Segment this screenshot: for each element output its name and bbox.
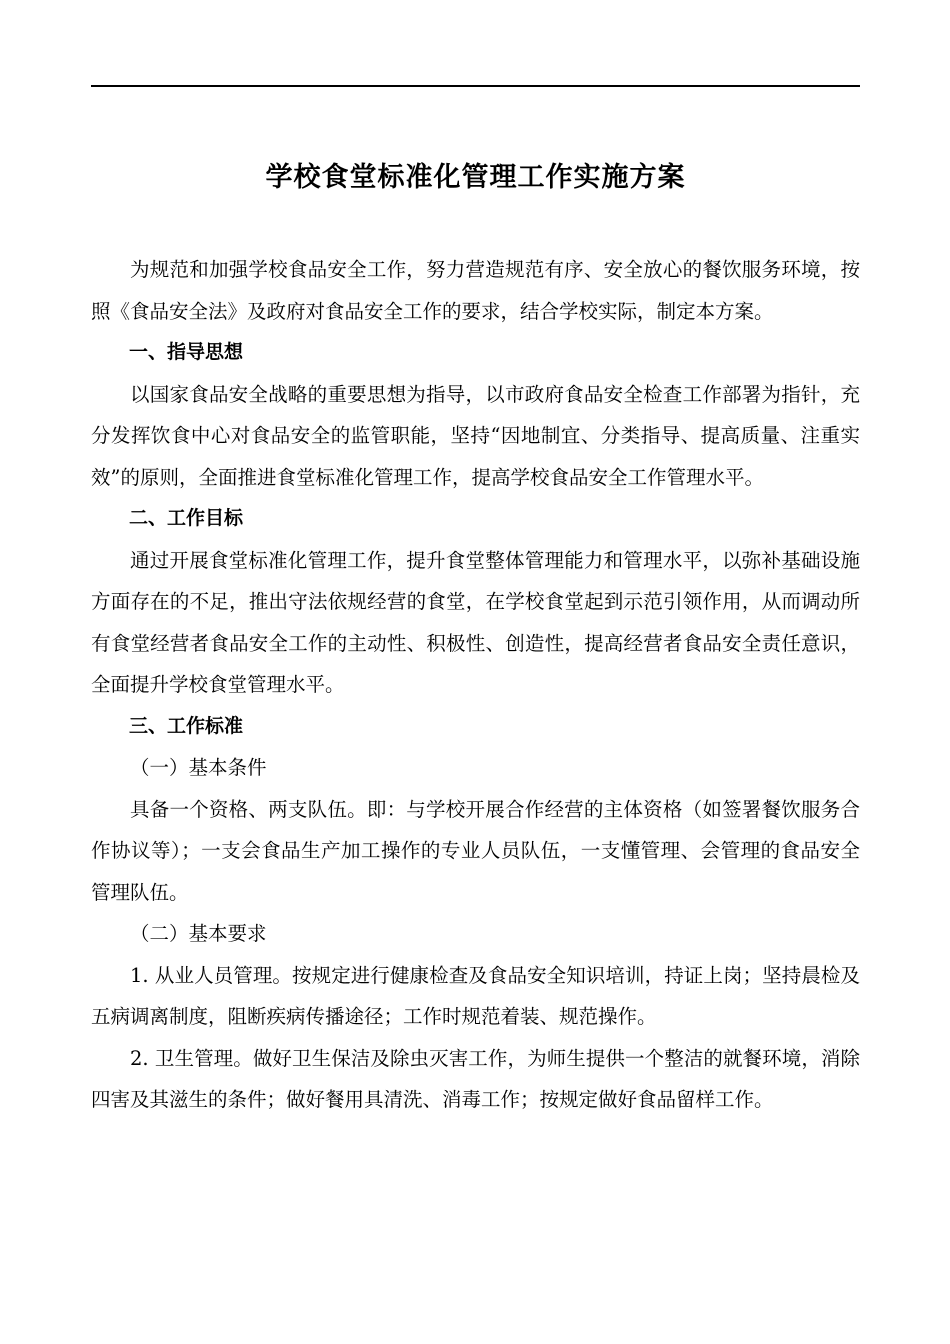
guiding-ideology-paragraph: 以国家食品安全战略的重要思想为指导，以市政府食品安全检查工作部署为指针，充分发挥饮食中心对食品安全的监管职能，坚持“因地制宜、分类指导、提高质量、注重实效”的原则，全面推进食堂标准化管理工作，提高学校食品安全工作管理水平。 xyxy=(91,382,860,489)
subheading-basic-requirements: （二）基本要求 xyxy=(130,922,267,945)
header-rule xyxy=(91,85,860,87)
work-goals-paragraph: 通过开展食堂标准化管理工作，提升食堂整体管理能力和管理水平，以弥补基础设施方面存在的不足，推出守法依规经营的食堂，在学校食堂起到示范引领作用，从而调动所有食堂经营者食品安全工作的主动性、积极性、创造性，提高经营者食品安全责任意识，全面提升学校食堂管理水平。 xyxy=(91,548,860,696)
document-title: 学校食堂标准化管理工作实施方案 xyxy=(265,162,686,193)
section-heading-work-standards: 三、工作标准 xyxy=(129,714,244,737)
basic-conditions-paragraph: 具备一个资格、两支队伍。即：与学校开展合作经营的主体资格（如签署餐饮服务合作协议等）；一支会食品生产加工操作的专业人员队伍，一支懂管理、会管理的食品安全管理队伍。 xyxy=(91,797,860,904)
document-body xyxy=(91,249,860,1121)
subheading-basic-conditions: （一）基本条件 xyxy=(130,756,267,779)
section-heading-work-goals: 二、工作目标 xyxy=(129,507,244,529)
requirement-item-hygiene-management: 2. 卫生管理。做好卫生保洁及除虫灭害工作，为师生提供一个整洁的就餐环境，消除四害及其滋生的条件；做好餐用具清洗、消毒工作；按规定做好食品留样工作。 xyxy=(91,1046,860,1111)
requirement-item-staff-management: 1. 从业人员管理。按规定进行健康检查及食品安全知识培训，持证上岗；坚持晨检及五病调离制度，阻断疾病传播途径；工作时规范着装、规范操作。 xyxy=(91,963,860,1028)
section-heading-guiding-ideology: 一、指导思想 xyxy=(129,341,244,363)
intro-paragraph: 为规范和加强学校食品安全工作，努力营造规范有序、安全放心的餐饮服务环境，按照《食品安全法》及政府对食品安全工作的要求，结合学校实际，制定本方案。 xyxy=(91,258,860,323)
